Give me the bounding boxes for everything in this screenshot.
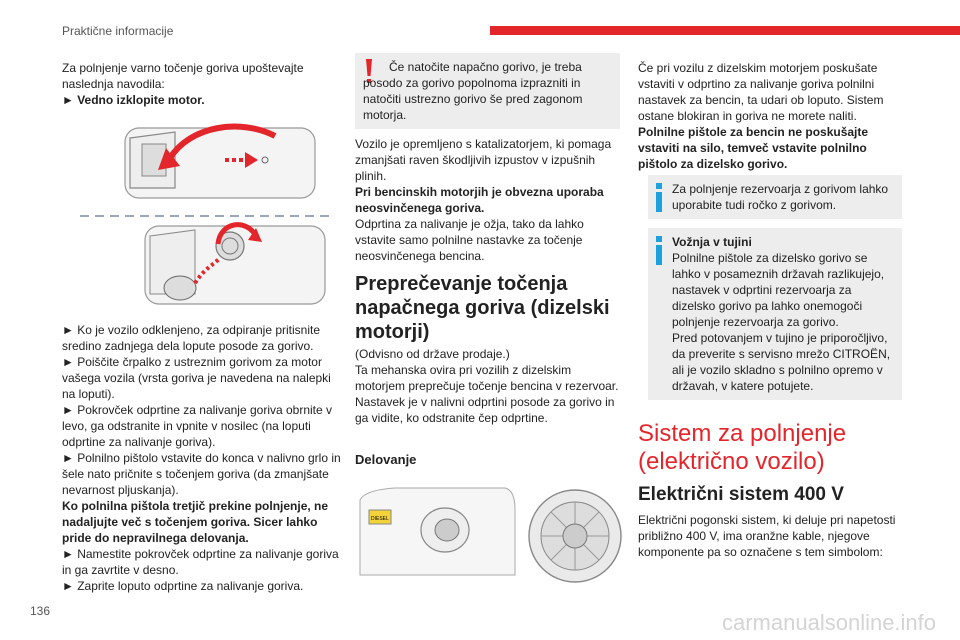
petrol-nozzle-text: Če pri vozilu z dizelskim motorjem poskušate vstaviti v odprtino za nalivanje goriva polnilni nastavek za bencin, ta udari ob loputo. Sistem ostane blokiran in goriva ne morete naliti. [638, 61, 884, 123]
electric-400v-title: Električni sistem 400 V [638, 484, 844, 505]
catalyst-text: Vozilo je opremljeno s katalizatorjem, ki pomaga zmanjšati raven škodljivih izpustov v izpušnih plinih. [355, 137, 612, 183]
warning-box [355, 53, 620, 129]
misfuel-heading [355, 272, 625, 344]
info-icon [656, 183, 662, 213]
watermark: carmanualsonline.info [722, 610, 937, 635]
country-note: (Odvisno od države prodaje.) [355, 347, 510, 361]
step-find-pump: ► Poiščite črpalko z ustreznim gorivom za motor vašega vozila (vrsta goriva je navedena na nalepki na loputi). [62, 355, 331, 401]
info-abroad-body-2: Pred potovanjem v tujino je priporočljivo, da preverite s servisno mrežo CITROËN, ali je vozilo skladno s polnilno opremo v državah, v katere potujete. [672, 331, 891, 393]
diesel-label: DIESEL [371, 516, 389, 522]
operation-heading: Delovanje [355, 452, 417, 467]
nozzle-text: Odprtina za nalivanje je ožja, tako da lahko vstavite samo polnilne nastavke za točenje neosvinčenega bencina. [355, 217, 584, 263]
header-accent-bar [490, 26, 960, 35]
misfuel-desc-2: Nastavek je v nalivni odprtini posode za gorivo in ga vidite, ko odstranite čep odprtine. [355, 395, 615, 425]
info-abroad-text [672, 234, 898, 394]
electric-body [638, 512, 908, 560]
misfuel-heading-line-2: napačnega goriva (dizelski [355, 297, 610, 319]
charging-section-title-line-1: Sistem za polnjenje [638, 420, 847, 447]
catalyst-section [355, 136, 620, 264]
step-remove-cap: ► Pokrovček odprtine za nalivanje goriva obrnite v levo, ga odstranite in vpnite v nosilec (na loputi odprtine za nalivanje goriva). [62, 403, 333, 449]
bold-note: Ko polnilna pištola tretjič prekine polnjenje, ne nadaljujte več s točenjem goriva. Sicer lahko pride do nepravilnega delovanja. [62, 499, 329, 545]
diesel-filler-illustration [355, 480, 623, 590]
info-box-jerrycan [648, 175, 902, 219]
misfuel-heading-line-3: motorji) [355, 321, 430, 343]
column-1-steps [62, 322, 344, 594]
electric-text: Električni pogonski sistem, ki deluje pri napetosti približno 400 V, ima oranžne kable, njegove komponente pa so označene s tem simbolom: [638, 513, 896, 559]
catalyst-bold: Pri bencinskih motorjih je obvezna uporaba neosvinčenega goriva. [355, 185, 604, 215]
step-insert-nozzle: ► Polnilno pištolo vstavite do konca v nalivno grlo in šele nato pričnite s točenjem goriva (da zmanjšate nevarnost pljuskanja). [62, 451, 341, 497]
misfuel-heading-line-1: Preprečevanje točenja [355, 273, 568, 295]
step-engine-off: ► Vedno izklopite motor. [62, 93, 205, 107]
column-1-intro [62, 60, 342, 108]
running-header: Praktične informacije [62, 24, 174, 38]
column-3-intro [638, 60, 908, 172]
info-jerrycan-text: Za polnjenje rezervoarja z gorivom lahko uporabite tudi ročko z gorivom. [672, 182, 889, 212]
page-number: 136 [30, 604, 51, 618]
step-open-flap: ► Ko je vozilo odklenjeno, za odpiranje pritisnite sredino zadnjega dela lopute posode za gorivo. [62, 323, 321, 353]
info-box-abroad [648, 228, 902, 400]
petrol-nozzle-bold: Polnilne pištole za bencin ne poskušajte vstaviti na silo, temveč vstavite polnilno pištolo za dizelsko gorivo. [638, 125, 869, 171]
info-icon [656, 236, 662, 266]
step-refit-cap: ► Namestite pokrovček odprtine za nalivanje goriva in ga zavrtite v desno. [62, 547, 339, 577]
charging-section-title-line-2: (električno vozilo) [638, 448, 825, 475]
info-abroad-body: Polnilne pištole za dizelsko gorivo se lahko v posameznih državah razlikujejo, nastavek v odprtini rezervoarja za dizelsko gorivo pa lahko onemogoči polnjenje rezervoarja za gorivo. [672, 251, 885, 329]
step-close-flap: ► Zaprite loputo odprtine za nalivanje goriva. [62, 579, 304, 593]
info-abroad-title: Vožnja v tujini [672, 235, 752, 249]
fuel-flap-illustration [80, 118, 350, 308]
misfuel-desc: Ta mehanska ovira pri vozilih z dizelskim motorjem preprečuje točenje bencina v rezervoar. [355, 363, 619, 393]
warning-text: Če natočite napačno gorivo, je treba posodo za gorivo popolnoma izprazniti in natočiti ustrezno gorivo še pred zagonom motorja. [363, 60, 583, 122]
misfuel-body [355, 346, 623, 426]
intro-text: Za polnjenje varno točenje goriva upoštevajte naslednja navodila: [62, 61, 304, 91]
charging-section-title [638, 420, 846, 476]
